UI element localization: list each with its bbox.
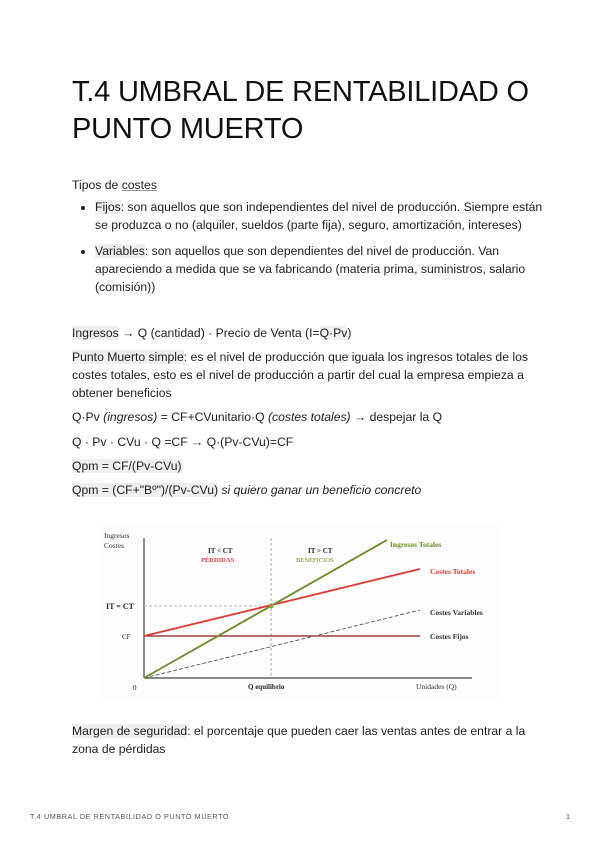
margen-paragraph — [72, 722, 532, 758]
ingresos-term: Ingresos — [72, 326, 119, 340]
ingresos-line — [72, 324, 532, 342]
break-even-chart — [100, 524, 500, 700]
formula-1d: (costes totales) — [267, 410, 351, 424]
footer-title: T.4 UMBRAL DE RENTABILIDAD O PUNTO MUERTO — [30, 812, 230, 821]
margen-term: Margen de seguridad — [72, 724, 188, 738]
page-number: 1 — [566, 812, 570, 821]
formula-4b: si quiero ganar un beneficio concreto — [218, 483, 422, 497]
tipos-prefix: Tipos de — [72, 178, 122, 192]
perdidas-label: PÉRDIDAS — [201, 557, 235, 564]
formula-4a: Qpm = (CF+"Bº")/(Pv-CVu) — [72, 483, 219, 497]
formula-1 — [72, 408, 532, 426]
y-axis-label: Costes — [104, 541, 125, 550]
punto-muerto-text: : es el nivel de producción que iguala los ingresos totales de los costes totales, esto es el nivel de producción a partir del cual la empresa empieza a obtener beneficios — [72, 350, 528, 400]
formula-4 — [72, 481, 532, 499]
punto-muerto-term: Punto Muerto simple — [72, 350, 184, 364]
margen-text: : el porcentaje que pueden caer las ventas antes de entrar a la zona de pérdidas — [72, 724, 526, 756]
beneficios-condition: IT > CT — [308, 547, 333, 555]
punto-muerto-paragraph — [72, 348, 532, 402]
formula-3-text: Qpm = CF/(Pv-CVu) — [72, 459, 182, 473]
ingresos-totales-label: Ingresos Totales — [390, 540, 442, 549]
tipos-line — [72, 176, 532, 194]
beneficios-label: BENEFICIOS — [296, 557, 334, 564]
bullet-text: : son aquellos que son dependientes del nivel de producción. Van apareciendo a medida que se va fabricando (materia prima, suministros, salario (comisión)) — [95, 244, 526, 294]
formula-1a: Q·Pv — [72, 410, 104, 424]
equilibrium-point — [269, 604, 274, 609]
costes-fijos-label: Costes Fijos — [430, 632, 469, 641]
perdidas-condition: IT < CT — [208, 547, 233, 555]
y-axis-label: Ingresos — [104, 531, 130, 540]
list-item — [95, 198, 551, 234]
ingresos-end: ) — [347, 326, 352, 340]
cf-label: CF — [122, 633, 131, 641]
costes-variables-label: Costes Variables — [430, 608, 483, 617]
cost-types-list — [76, 198, 551, 304]
formula-1c: = CF+CVunitario·Q — [157, 410, 268, 424]
it-ct-label: IT = CT — [106, 602, 134, 611]
formula-3 — [72, 457, 532, 475]
costes-link[interactable]: costes — [121, 178, 157, 192]
costes-totales-label: Costes Totales — [430, 567, 476, 576]
q-equilibrio-label: Q equilibrio — [248, 683, 285, 691]
origin-label: 0 — [133, 684, 137, 692]
x-axis-label: Unidades (Q) — [416, 682, 457, 691]
formula-1b: (ingresos) — [103, 410, 158, 424]
ingresos-term2: Q·Pv — [319, 326, 348, 340]
formula-1e: → despejar la Q — [350, 410, 443, 424]
ingresos-text: → Q (cantidad) · Precio de Venta (I= — [118, 326, 320, 340]
page-title: T.4 UMBRAL DE RENTABILIDAD O PUNTO MUERTO — [72, 76, 529, 145]
bullet-term: Fijos — [95, 200, 121, 214]
formula-2: Q · Pv · CVu · Q =CF → Q·(Pv-CVu)=CF — [72, 435, 294, 449]
list-item — [95, 242, 551, 296]
bullet-text: : son aquellos que son independientes del nivel de producción. Siempre están se produzca o no (alquiler, sueldos (parte fija), seguro, amortización, intereses) — [95, 200, 543, 232]
bullet-term: Variables — [95, 244, 145, 258]
